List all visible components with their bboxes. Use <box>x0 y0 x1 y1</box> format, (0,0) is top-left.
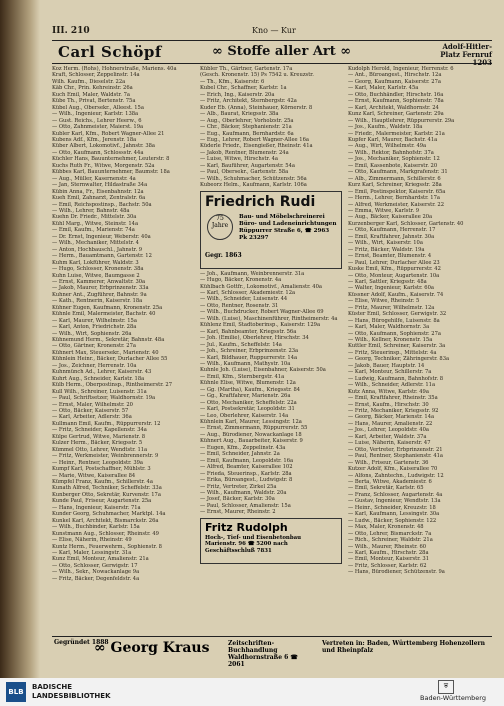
directory-entry: Kuhnmünch Ad., Lehrer, Kaiserstr. 43 <box>52 369 152 376</box>
directory-entry: Kubel Chr., Schaffner, Karlstr. 1a <box>200 85 287 92</box>
directory-entry: — Wilh., Wirt, Sophienstr. 26a <box>52 330 132 337</box>
directory-entry: (Gesch. Kronenstr. 15) Ps 7542 u. Kreuzstr. <box>200 72 314 79</box>
directory-entry: — Ernst, Kaufm., Hirschstr. 30 <box>348 401 429 408</box>
directory-entry: — Wilh., Hauptlehrer, Rüppurrerstr. 29a <box>348 117 455 124</box>
directory-entry: — Eug., Kaufmann, Bernhardstr. 6a <box>200 130 294 137</box>
directory-entry: — Karl, Sattler, Kriegsstr. 48a <box>348 278 427 285</box>
directory-entry: — Josef, Bäcker, Karlstr. 30a <box>200 496 275 503</box>
directory-entry: — Ludwig, Kaufmann, Bahnhofstr. 8 <box>348 375 444 382</box>
directory-entry: — Fritz, Schlosser, Karlstr. 62 <box>348 562 427 569</box>
directory-entry: — Jos., Lehrer, Leopoldstr. 40a <box>348 427 429 434</box>
library-footer-bar <box>0 678 504 706</box>
directory-entry: — Ant., Büroangest., Hirschstr. 12a <box>348 72 442 79</box>
directory-entry: — Herm., Bauamtmann, Gartenstr. 12 <box>52 253 152 260</box>
directory-entry: — Herm., Lehrer, Bernhardstr. 17a <box>348 195 440 202</box>
directory-entry: — Jos., Kaufm., Waldstr. 18a <box>348 124 423 131</box>
directory-entry: — Gg. (Martha), Kaufm., Kriegsstr. 84 <box>200 386 301 393</box>
page-header <box>52 26 492 38</box>
directory-entry: Wilh. Kaufm., Dieselstr. 22a <box>52 78 126 85</box>
directory-entry: — Wilh., Schuhmacher, Schützenstr. 56a <box>200 175 307 182</box>
ad-tagline: ∞ Stoffe aller Art ∞ <box>212 44 352 59</box>
directory-entry: — Ernst, Kaufmann, Sophienstr. 78a <box>348 98 444 105</box>
footer-regions: Vertreten in: Baden, Württemberg Hohenzollern und Rheinpfalz <box>322 640 486 654</box>
directory-entry: — Emil, Schneider, Jahnstr. 2a <box>200 451 280 458</box>
directory-entry: — Fritz, Schneider, Kapellenstr. 34a <box>52 427 147 434</box>
directory-entry: Kulzer Herm., Bäcker, Kriegsstr. 5 <box>52 440 143 447</box>
directory-entry: — Wilh., Ingenieur, Karlstr. 138a <box>52 111 139 118</box>
directory-entry: — Karl, Monteur, Schillerstr. 7a <box>348 369 432 376</box>
directory-entry: — Karl, Postsekretär, Leopoldstr. 31 <box>200 406 295 413</box>
ad-rudi-desc-text: Bau- und Möbelschreinerei Büro- und Ladeneinrichtungen <box>239 213 337 227</box>
directory-entry: — Jakob, Bauer, Hauptstr. 14 <box>348 362 425 369</box>
column-right <box>348 66 490 636</box>
directory-entry: — Wilh., Rektor, Bahnhofstr. 37a <box>348 149 434 156</box>
directory-entry: — Otto, Buchhändler, Hirschstr. 16a <box>348 91 444 98</box>
directory-entry: — Karl, Maler, Waldhornstr. 3a <box>348 324 430 331</box>
directory-entry: Kühnle Emil, Malermeister, Bachstr. 40 <box>52 311 156 318</box>
directory-entry: — Alb., Baurat, Kriegsstr. 38a <box>200 111 279 118</box>
directory-entry: Kumpf Karl, Postschaffner, Mühlstr. 3 <box>52 466 151 473</box>
directory-entry: Küber Albert, Lokomotivf., Jahnstr. 38a <box>52 143 156 150</box>
directory-entry: Küssner Adolf, Kaufm., Kaiserstr. 74 <box>348 291 444 298</box>
directory-entry: Kühlbach Gottfr., Lokomotivf., Amalienstr. 40a <box>200 283 322 290</box>
directory-entry: — Fritz, Architekt, Sternbergstr. 42a <box>200 98 297 105</box>
directory-entry: Kuhnle Joh. (Luise), Eisenbahner, Kaiserstr. 50a <box>200 367 326 374</box>
directory-entry: Kuske Emil, Kfm., Rüppurrerstr. 42 <box>348 266 441 273</box>
directory-entry: — Hans, Ingenieur, Kaiserstr. 71a <box>52 504 141 511</box>
directory-entry: Kudolph Herold, Ingenieur, Herrenstr. 6 <box>348 66 454 72</box>
directory-entry: Kraft, Schlosser, Zeppelinstr. 14a <box>52 72 140 79</box>
directory-entry: — Otto, Schlosser, Gerwigstr. 17 <box>52 562 138 569</box>
ad-rudolph-description <box>205 535 339 555</box>
directory-entry: — Jan, Sternwalter, Hildastraße 34a <box>52 182 148 189</box>
directory-entry: — Fritz, Mechaniker, Kriegsstr. 92 <box>348 408 439 415</box>
directory-entry: — Karl, Maurer, Wilhelmstr. 15a <box>52 317 137 324</box>
directory-entry: Käb Chr., Prin. Kehreinstr. 26a <box>52 85 133 92</box>
directory-entry: Kubens Adf., Kfm., Jerenstr. 18a <box>52 136 137 143</box>
directory-entry: Kutzer Adolf, Kfm., Kaiserallee 70 <box>348 466 438 473</box>
directory-entry: — Aug., Oberlehrer, Vorholzstr. 25a <box>200 117 294 124</box>
ad-address: Adolf-Hitler-Platz Fernruf 1203 <box>440 42 492 67</box>
directory-entry: Kunz Karl, Schreiner, Gartenstr. 29a <box>348 111 444 118</box>
ad-rudi-name: Friedrich Rudi <box>205 193 316 210</box>
directory-entry: — Karl, Arbeiter, Adlerstr. 36a <box>52 414 132 421</box>
directory-entry: — Paul, Obersekr., Gartenstr. 58a <box>200 169 289 176</box>
directory-entry: — Heinr., Schneider, Kreuzstr. 18 <box>348 504 436 511</box>
directory-entry: Kunder Georg, Schuhmacher, Marktpl. 14a <box>52 511 166 518</box>
directory-entry: — Walter, Ingenieur, Karlstr. 60a <box>348 285 434 292</box>
directory-entry: — Max, Maler, Kronenstr. 48 <box>348 524 424 531</box>
directory-entry: Kurzenberger Karl, Schlosser, Gartenstr. 40 <box>348 220 464 227</box>
directory-entry: Kuhner Ant., Zugführer, Bahnstr. 9a <box>52 291 147 298</box>
ad-rudi-founded: Gegr. 1863 <box>205 251 242 259</box>
directory-entry: — Hugo, Schlosser, Kronenstr. 38a <box>52 266 144 273</box>
directory-entry: — Hans, Bürogehilfe, Luisenstr. 8a <box>348 317 440 324</box>
directory-entry: — Emil, Monteur, Kaiserstr. 31 <box>348 556 430 563</box>
directory-entry: — Elise, Witwe, Rheinstr. 5 <box>348 298 420 305</box>
directory-entry: — Emil, Kaufm., Marienstr. 74a <box>52 227 135 234</box>
directory-entry: Kuehn Dr. Friedr., Mittelstr. 30a <box>52 214 137 221</box>
directory-entry: — Karl, Bauführer, Augartenstr. 54a <box>200 162 295 169</box>
directory-entry: Kutz Anna, Witwe, Karlstr. 49a <box>348 388 429 395</box>
directory-entry: — Jul., Kaufm., Scheffelstr. 14a <box>200 341 282 348</box>
directory-entry: — Wilh., Kaufmann, Waldstr. 20a <box>200 490 287 497</box>
directory-entry: — Georg, Bäcker, Marienstr. 14a <box>348 414 435 421</box>
library-name-line1: BADISCHE <box>32 683 72 691</box>
directory-entry: Kühnert Aug., Bauarbeiter, Kaiserstr. 9 <box>200 438 303 445</box>
directory-entry: Kühnlein Heinr., Bäcker, Durlacher Allee 55 <box>52 356 168 363</box>
directory-entry: — Otto, Kaufmann, Markgrafenstr. 31 <box>348 169 448 176</box>
directory-entry: — Karl, Architekt, Waldhornstr. 24 <box>348 104 439 111</box>
ad-fritz-rudolph <box>200 518 342 564</box>
directory-entry: — Ludw., Bäcker, Sophienstr. 122 <box>348 517 437 524</box>
blb-logo-icon: BLB <box>6 682 26 702</box>
directory-entry: Kühnlein Karl, Maurer, Lessingstr. 12a <box>200 419 302 426</box>
directory-entry: — Emil, Postinspektor, Kaiserstr. 65a <box>348 188 446 195</box>
directory-entry: Kühnert Max, Steuersekr., Marienstr. 40 <box>52 349 159 356</box>
directory-entry: Kunath Alfred, Techniker, Scheffelstr. 33a <box>52 485 162 492</box>
directory-entry: — Ernst, Zimmermann, Rüppurrerstr. 55 <box>200 425 308 432</box>
footer-founded: Gegründet 1888 <box>54 639 109 646</box>
state-name: Baden-Württemberg <box>420 694 486 702</box>
directory-entry: — Karl, Kaufmann, Lessingstr. 30a <box>348 511 440 518</box>
directory-entry: — Ernst, Maler, Wilhelmstr. 20 <box>52 401 133 408</box>
directory-entry: Kübin Anna, Fr., Eisenbahnstr. 12a <box>52 188 144 195</box>
footer-firm: ∞ Georg Kraus <box>94 640 210 656</box>
directory-entry: — Fritz, Maurer, Wilhelmstr. 12a <box>348 304 435 311</box>
ad-friedrich-rudi <box>200 191 342 269</box>
directory-entry: — Alfred, Beamter, Kaiserallee 102 <box>200 464 293 471</box>
directory-entry: — Ernst, Maurer, Rheinstr. 2 <box>200 509 276 516</box>
directory-entry: — Eugen, Kfm., Zeppelinstr. 43a <box>200 444 286 451</box>
directory-entry: — Frieda, Steuerinsp., Karlstr. 28a <box>200 470 292 477</box>
directory-entry: — Wilh., Kaufmann, Mathystr. 10a <box>200 360 291 367</box>
directory-entry: — Hugo, Bäcker, Kronenstr. 4a <box>200 277 282 284</box>
directory-entry: — Berta, Witwe, Akademiestr. 6 <box>348 479 432 485</box>
directory-entry: Kull Wilh., Schreiner, Luisenstr. 31a <box>52 388 147 395</box>
directory-entry: — Heinr., Rentner, Leopoldstr. 39a <box>52 459 144 466</box>
directory-entry: — Alfred, Werkmeister, Kaiserstr. 22 <box>348 201 444 208</box>
directory-entry: — Wilh., Schneider, Adlerstr. 11a <box>348 382 436 389</box>
book-spine <box>0 0 40 678</box>
directory-entry: Kuch Emil, Maler, Waldstr. 7a <box>52 91 130 98</box>
directory-entry: Kubler Karl, Kfm., Robert Wagner-Allee 21 <box>52 130 165 137</box>
directory-entry: — Jos., Mechaniker, Sophienstr. 12 <box>348 156 440 163</box>
directory-entry: Kuder Eb. (Anna), Steinhauer, Körnerstr. 8 <box>200 104 313 111</box>
directory-entry: Koz Herm. (Rohs), Hohnerstraße, Mariens. 40a <box>52 66 177 72</box>
directory-entry: — Karl, Bildhauer, Ruppurrerstr. 14a <box>200 354 298 361</box>
library-name <box>32 683 111 701</box>
directory-entry: — Otto, Monteur, Augartenstr. 10a <box>348 272 440 279</box>
directory-entry: — Karl, Schlosser, Akademiestr. 12a <box>200 289 296 296</box>
directory-entry: — Alb., Zimmermann, Schillerstr. 6 <box>348 175 441 182</box>
directory-entry: Kullmann Emil, Kaufm., Rüppurrerstr. 12 <box>52 420 161 427</box>
directory-entry: Kunz Emil, Monteur, Amalienstr. 21a <box>52 556 149 563</box>
ad-rudolph-desc-text: Hoch-, Tief- und Eisenbetonbau <box>205 534 302 541</box>
directory-entry: — Ernst, Kammerer, Anwaltstr. 30a <box>52 278 146 285</box>
directory-entry: — Otto, Rentner, Rosenstr. 31 <box>200 302 279 309</box>
directory-entry: — Wilh., Buchbinder, Karlstr. 15a <box>52 524 140 531</box>
directory-entry: — Fritz, Bäcker, Degenfeldstr. 4a <box>52 575 140 582</box>
state-crest-icon: ⛨ <box>438 680 454 694</box>
directory-entry: — Aug., Wirt, Wilhelmstr. 49a <box>348 143 427 150</box>
directory-entry: — Paul, Lehrer, Durlacher Allee 23 <box>348 259 440 266</box>
directory-entry: — Otto, Lehrer, Bismarckstr. 7a <box>348 530 432 537</box>
directory-entry: — Wilh., Mechaniker, Mittelstr. 4 <box>52 240 139 247</box>
directory-entry: — Joh. (Emilie), Oberlehrer, Hirschstr. 34 <box>200 335 309 342</box>
directory-entry: Kühnle Elise, Witwe, Blumenstr. 12a <box>200 380 296 387</box>
column-left <box>52 66 194 636</box>
directory-entry: Kunstmann Aug., Schlosser, Rheinstr. 49 <box>52 530 159 537</box>
directory-entry: — Emil, Kfm., Sternbergstr. 41a <box>200 373 285 380</box>
directory-entry: Kuttler Emil, Schreiner, Kaiserstr. 3a <box>348 343 446 350</box>
directory-entry: — Wilh., Maurer, Rheinstr. 60 <box>348 543 427 550</box>
directory-entry: Kuhn Luise, Witwe, Baumgasse 2 <box>52 272 140 279</box>
directory-entry: — Emil, Kassenbote, Kaiserstr. 20 <box>348 162 438 169</box>
directory-entry: — Alfons, Zahntechn., Ludwigstr. 12 <box>348 472 444 479</box>
directory-entry: — Wilh., Sekr., Nowackanlage 9a <box>52 569 140 576</box>
directory-entry: Külb Herm., Oberpostinsp., Rintheimerstr. 27 <box>52 382 172 389</box>
directory-entry: Kunberger Otto, Sekretär, Kurvenstr. 17a <box>52 491 161 498</box>
directory-entry: — Wilh., Friseur, Gartenstr. 36 <box>348 459 429 466</box>
page-number: III. 210 <box>52 26 90 36</box>
directory-entry: Küster Emil, Schlosser, Gerwigstr. 32 <box>348 311 447 318</box>
directory-entry: Kübel Aug., Obersekr., Alleest. 15a <box>52 104 144 111</box>
ad-firm-name: Carl Schöpf <box>58 43 162 61</box>
directory-entry: — Chr., Bäcker, Stephanienstr. 21a <box>200 124 292 131</box>
directory-entry: — Karl, Anton, Friedrichstr. 28a <box>52 324 137 331</box>
directory-entry: — Wilh., Lehrer, Bahnstr. 48a <box>52 207 130 214</box>
directory-entry: — Aug., Müller, Kasernenstr. 4a <box>52 175 136 182</box>
directory-entry: — Jakob, Rentner, Blumenstr. 24a <box>200 149 289 156</box>
directory-entry: — Fritz, Werkmeister, Weinbrennerstr. 9 <box>52 453 159 460</box>
directory-entry: Kurz Karl, Schreiner, Kriegsstr. 28a <box>348 182 442 189</box>
directory-entry: — Franz, Schlosser, Augartenstr. 4a <box>348 491 443 498</box>
directory-entry: — Dr. Ernst, Ingenieur, Weberstr. 40a <box>52 233 151 240</box>
directory-entry: — Hans, Maurer, Amalienstr. 22 <box>348 420 433 427</box>
directory-entry: Kümpfel Franz, Kaufm., Schillerstr. 4a <box>52 479 153 485</box>
column-middle <box>200 66 342 636</box>
directory-entry: — Wilh., Kellner, Kronenstr. 15a <box>348 337 433 344</box>
directory-entry: — Eug., Lehrer, Robert Wagner-Allee 16a <box>200 136 309 143</box>
directory-entry: — Luise, Witwe, Hirschstr. 4a <box>200 156 279 163</box>
directory-entry: — Emil, Kaufmann, Leopoldstr. 16a <box>200 457 294 464</box>
directory-entry: — Friedr., Malermeister, Karlstr. 21a <box>348 130 445 137</box>
library-name-line2: LANDESBIBLIOTHEK <box>32 692 111 700</box>
directory-entry: Küchler Hans, Bauunternehmer, Leuterstr. 8 <box>52 156 170 163</box>
directory-entry: — Karl, Maler, Lessingstr. 31a <box>52 549 132 556</box>
directory-entry: — Emil, Kraftfahrer, Rheinstr. 35a <box>348 395 438 402</box>
directory-entry: — Hans, Bürodiener, Schützenstr. 9a <box>348 569 445 576</box>
ad-rudi-contact: Rüppurrer Straße 6, ☎ 2963 Pk 23297 <box>239 227 330 241</box>
directory-entry: — Paul, Rentner, Stephanienstr. 41a <box>348 453 444 460</box>
directory-entry: — Otto, Mechaniker, Scheffelstr. 22a <box>200 399 297 406</box>
directory-entry: Kühner Eugen, Kaufmann, Kronenstr. 25a <box>52 304 163 311</box>
directory-entry: — Emil, Sekretär, Karlstr. 65 <box>348 485 424 492</box>
directory-entry: — Gustav, Ingenieur, Wendtstr. 13a <box>348 498 441 505</box>
directory-entry: — Erich, Ing., Kaiserstr. 20a <box>200 91 275 98</box>
directory-entry: — Gg., Kraftfahrer, Marienstr. 26a <box>200 393 291 400</box>
directory-entry: — Emma, Witwe, Karlstr. 9 <box>348 207 420 214</box>
directory-entry: — Joh., Kaufmann, Weinbrennerstr. 31a <box>200 270 305 277</box>
top-advertisement <box>52 40 492 67</box>
bottom-advertisement <box>52 636 492 668</box>
directory-entry: Kühl Marg., Witwe, Steinstr. 14a <box>52 220 139 227</box>
directory-entry: — Emil, Kraftfahrer, Jahnstr. 30a <box>348 233 435 240</box>
directory-entry: — Wilh., Wirt, Kaiserstr. 10a <box>348 240 423 247</box>
directory-entry: — Aug., Bürodiener, Nowackanlage 18 <box>200 431 302 438</box>
directory-entry: — Marie, Witwe, Kaiserallee 84 <box>52 472 136 479</box>
directory-entry: Kühlenz Emil, Stadtoberinsp., Kaiserstr. 129a <box>200 322 321 329</box>
anniversary-seal: 75 Jahre <box>207 214 233 240</box>
footer-service: Zeitschriften-Buchhandlung Waldhornstraße 6 ☎ 2061 <box>228 640 298 668</box>
directory-entry: Kupfer Karl, Maurer, Bachstr. 41a <box>348 136 438 143</box>
directory-entry: — Karl, Arbeiter, Waldstr. 37a <box>348 433 427 440</box>
directory-entry: — Aug., Bäcker, Kaiserallee 20a <box>348 214 433 221</box>
ad-rudolph-name: Fritz Rudolph <box>205 520 288 534</box>
directory-entry: — Leo, Oberlehrer, Kaiserstr. 14a <box>200 412 289 419</box>
directory-entry: — Karl, Kaufm., Hirschstr. 28a <box>348 549 429 556</box>
running-title: Kno — Kur <box>252 26 296 35</box>
directory-entry: — Fritz, Bäcker, Waldstr. 19a <box>348 246 425 253</box>
ad-rudolph-contact: Marienstr. 96 ☎ 5200 nach Geschäftsschluß 7831 <box>205 541 288 555</box>
directory-entry: Külpe Gertrud, Witwe, Marienstr. 8 <box>52 433 146 440</box>
directory-entry: — Wilh., Schneider, Luisenstr. 44 <box>200 296 288 303</box>
directory-entry: Kübbes Karl, Bauunternehmer, Baumstr. 18a <box>52 169 170 176</box>
directory-entry: — Otto, Zahnmeister, Maierst. 19a <box>52 124 144 131</box>
directory-entry: Kueh Emil, Zahnarzt, Zentralstr. 6a <box>52 195 146 202</box>
directory-entry: Kuntz Herm., Feuerwehrm., Sophienstr. 8 <box>52 543 162 550</box>
directory-entry: — Wilh. (Luise), Maschinenführer, Rintheimerstr. 4a <box>200 315 338 322</box>
directory-entry: — Karl, Bahnbeamter, Kriegsstr. 56a <box>200 328 297 335</box>
directory-entry: — Georg, Kaufmann, Kaiserstr. 27a <box>348 78 441 85</box>
directory-entry: Kübe Th., Privat, Bertenstr. 75a <box>52 98 136 105</box>
directory-entry: — Karl, Maler, Karlstr. 45a <box>348 85 419 92</box>
directory-entry: — Kath., Rentnerin, Kaiserstr. 18a <box>52 298 143 305</box>
directory-entry: — Paul, Schriftsetzer, Waldhornstr. 19a <box>52 395 156 402</box>
directory-entry: — Anton, Hochbauschl., Jahnstr. 9 <box>52 246 143 253</box>
directory-entry: — Emil, Reichspostinsp., Bachstr. 50a <box>52 201 152 208</box>
directory-entry: — Georg, Techniker, Zähringerstr. 83a <box>348 356 450 363</box>
directory-entry: — Luise, Näherin, Kaiserstr. 47 <box>348 440 431 447</box>
directory-entry: — Gust. Reichs., Lehrer Heerw., 6 <box>52 117 142 124</box>
directory-entry: — Fritz, Steuerinsp., Mittelstr. 4a <box>348 349 437 356</box>
directory-entry: — Rich., Schreiner, Waldstr. 21a <box>348 537 433 544</box>
directory-entry: — Jos., Zeichner, Herrenstr. 10a <box>52 362 137 369</box>
directory-entry: Kübler Th., Gärtner, Gartenstr. 17a <box>200 66 293 72</box>
directory-entry: — Wilh., Buchdrucker, Robert Wagner-Allee 69 <box>200 309 324 316</box>
directory-entry: — Erika, Büroangest., Ludwigstr. 8 <box>200 477 293 484</box>
directory-entry: — Paul, Schlosser, Amalienstr. 15a <box>200 502 291 509</box>
directory-entry: — Otto, Gärtner, Kronenstr. 27a <box>52 343 136 350</box>
directory-entry: — Th., Kfm., Kaiserstr. 6 <box>200 78 265 85</box>
directory-entry: — Elise, Näherin, Rheinstr. 49 <box>52 537 132 544</box>
directory-entry: Kühnemund Herm., Sekretär, Bahnstr. 48a <box>52 337 165 344</box>
directory-entry: — Otto, Vertreter, Erbprinzenstr. 21 <box>348 446 443 453</box>
directory-entry: — Otto, Kaufmann, Herrenstr. 17 <box>348 227 436 234</box>
directory-entry: Kümmel Otto, Lehrer, Wendtstr. 11a <box>52 446 148 453</box>
directory-entry: Kubeorz Helm., Kaufmann, Karlstr. 106a <box>200 182 307 189</box>
directory-entry: — Fritz, Vertreter, Zirkel 25a <box>200 483 277 490</box>
directory-entry: — Otto, Bäcker, Kaiserstr. 57 <box>52 408 129 415</box>
directory-entry: — Joh., Schreiner, Erbprinzenstr. 23a <box>200 348 299 355</box>
ad-rudi-description <box>239 214 339 242</box>
directory-entry: — Jakob, Maurer, Erbprinzenstr. 33a <box>52 285 149 292</box>
directory-entry: — Ernst, Beamter, Blumenstr. 4 <box>348 253 432 260</box>
directory-entry: Küderle Friedr., Eisengießer, Rheinstr. 41a <box>200 143 313 150</box>
directory-entry: — Otto, Kaufmann, Schlossstr. 44a <box>52 149 144 156</box>
directory-entry: Kuchs Ruth Fr., Witwe, Morgenstr. 52a <box>52 162 155 169</box>
directory-entry: Kunkel Karl, Architekt, Bismarckstr. 26a <box>52 517 159 524</box>
directory-entry: Kuhrt Aug., Schneider, Karlstr. 18a <box>52 375 145 382</box>
directory-entry: — Otto, Kaufmann, Sophienstr. 27a <box>348 330 441 337</box>
directory-entry: Kunde Paul, Friseur, Augartenstr. 25a <box>52 498 152 505</box>
directory-entry: Kuhm Karl, Lokführer, Waldstr. 3 <box>52 259 139 266</box>
